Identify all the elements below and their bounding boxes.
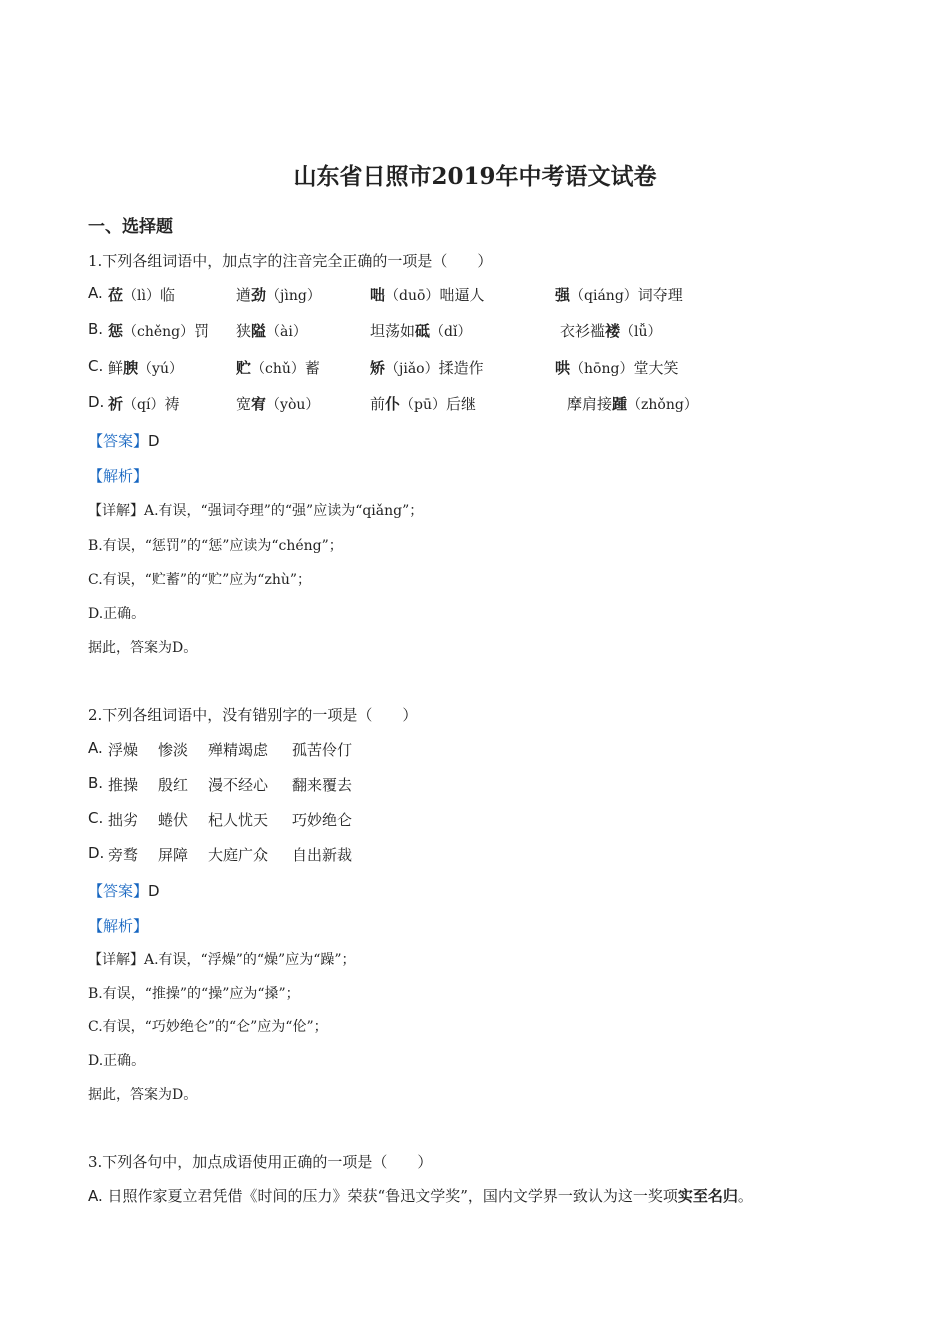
q1-option-word bbox=[236, 357, 320, 378]
q2-option-label: D. bbox=[88, 844, 105, 862]
word-part-pre: 坦荡如 bbox=[370, 322, 416, 340]
q2-conclusion: 据此，答案为D。 bbox=[88, 1087, 198, 1103]
word-part-post: 词夺理 bbox=[637, 286, 683, 304]
q1-detail-0 bbox=[88, 500, 423, 520]
option-end: 。 bbox=[737, 1187, 753, 1205]
word-part-post: 咄逼人 bbox=[439, 286, 485, 304]
detail-text: A.有误，“浮燥”的“燥”应为“躁”； bbox=[144, 952, 356, 968]
q1-option-word bbox=[555, 357, 678, 378]
word-part-b: 劲 bbox=[251, 286, 267, 304]
word-part-b: 宥 bbox=[251, 395, 267, 413]
q2-option-label: C. bbox=[88, 809, 104, 827]
word-part-post: 临 bbox=[159, 286, 175, 304]
word-part-b: 惩 bbox=[108, 322, 124, 340]
word-part-b: 哄 bbox=[555, 359, 571, 377]
word-part-b: 仆 bbox=[385, 395, 401, 413]
word-part-py: （yòu） bbox=[266, 397, 320, 413]
q1-option-word bbox=[108, 320, 209, 341]
q1-option-word bbox=[236, 393, 319, 414]
q1-answer bbox=[88, 430, 160, 451]
word-part-py: （chěng） bbox=[123, 324, 195, 340]
word-part-post: 罚 bbox=[194, 322, 210, 340]
q1-option-label: A. bbox=[88, 284, 103, 302]
q2-option-label: B. bbox=[88, 774, 104, 792]
word-part-pre: 狭 bbox=[236, 322, 252, 340]
word-part-b: 褛 bbox=[605, 322, 621, 340]
word-part-py: （yú） bbox=[138, 361, 183, 377]
word-part-py: （zhǒng） bbox=[627, 397, 698, 413]
option-text: 日照作家夏立君凭借《时间的压力》荣获“鲁迅文学奖”，国内文学界一致认为这一奖项 bbox=[107, 1187, 678, 1205]
q1-option-word bbox=[108, 284, 175, 305]
word-part-py: （ài） bbox=[266, 324, 307, 340]
option-label: A. bbox=[88, 1187, 103, 1205]
word-part-post: 后继 bbox=[446, 395, 477, 413]
word-part-b: 砥 bbox=[415, 322, 431, 340]
q1-option-label: B. bbox=[88, 320, 104, 338]
word-part-py: （lǚ） bbox=[620, 324, 662, 340]
q1-option-word bbox=[370, 320, 471, 341]
q1-option-label: C. bbox=[88, 357, 104, 375]
q1-option-word bbox=[236, 284, 321, 305]
answer-tag: 【答案】 bbox=[88, 882, 149, 900]
word-part-py: （dǐ） bbox=[430, 324, 472, 340]
q2-option-word: 漫不经心 bbox=[208, 776, 269, 794]
q2-option-label: A. bbox=[88, 739, 103, 757]
q2-analysis-tag: 【解析】 bbox=[88, 917, 149, 935]
word-part-b: 咄 bbox=[370, 286, 386, 304]
word-part-b: 贮 bbox=[236, 359, 252, 377]
q2-option-word: 拙劣 bbox=[108, 811, 139, 829]
option-idiom: 实至名归 bbox=[677, 1187, 738, 1205]
q1-option-word bbox=[560, 320, 662, 341]
word-part-b: 祈 bbox=[108, 395, 124, 413]
q2-option-word: 屏障 bbox=[158, 846, 189, 864]
q2-option-word: 旁骛 bbox=[108, 846, 139, 864]
q1-detail-3: D.正确。 bbox=[88, 606, 146, 622]
word-part-post: 堂大笑 bbox=[633, 359, 679, 377]
word-part-b: 矫 bbox=[370, 359, 386, 377]
detail-tag: 【详解】 bbox=[88, 952, 144, 968]
answer-value: D bbox=[148, 432, 160, 450]
word-part-py: （chǔ） bbox=[251, 361, 305, 377]
q2-detail-2: C.有误，“巧妙绝仑”的“仑”应为“伦”； bbox=[88, 1019, 328, 1035]
q1-detail-2: C.有误，“贮蓄”的“贮”应为“zhù”； bbox=[88, 572, 312, 588]
q1-option-word bbox=[370, 357, 484, 378]
q2-option-word: 浮燥 bbox=[108, 741, 139, 759]
q1-option-word bbox=[555, 284, 683, 305]
word-part-pre: 衣衫褴 bbox=[560, 322, 606, 340]
word-part-py: （qiáng） bbox=[570, 288, 638, 304]
word-part-pre: 宽 bbox=[236, 395, 252, 413]
q2-option-word: 殷红 bbox=[158, 776, 189, 794]
q2-detail-1: B.有误，“推操”的“操”应为“搡”； bbox=[88, 986, 300, 1002]
word-part-py: （hōng） bbox=[570, 361, 634, 377]
q1-option-word bbox=[108, 393, 179, 414]
q1-option-word bbox=[108, 357, 183, 378]
q1-option-word bbox=[236, 320, 307, 341]
q3-stem: 3.下列各句中，加点成语使用正确的一项是（ ） bbox=[88, 1153, 433, 1171]
q3-option-a bbox=[88, 1185, 753, 1206]
page-title: 山东省日照市2019年中考语文试卷 bbox=[293, 163, 657, 190]
q2-detail-0 bbox=[88, 949, 356, 969]
word-part-py: （jìng） bbox=[266, 288, 321, 304]
word-part-pre: 鲜 bbox=[108, 359, 124, 377]
q1-stem: 1.下列各组词语中，加点字的注音完全正确的一项是（ ） bbox=[88, 252, 493, 270]
word-part-py: （duō） bbox=[385, 288, 440, 304]
word-part-post: 祷 bbox=[164, 395, 180, 413]
word-part-post: 揉造作 bbox=[438, 359, 484, 377]
word-part-b: 强 bbox=[555, 286, 571, 304]
section-heading: 一、选择题 bbox=[88, 217, 173, 237]
word-part-pre: 前 bbox=[370, 395, 386, 413]
q2-stem: 2.下列各组词语中，没有错别字的一项是（ ） bbox=[88, 706, 418, 724]
q2-option-word: 大庭广众 bbox=[208, 846, 269, 864]
q2-option-word: 蜷伏 bbox=[158, 811, 189, 829]
q1-option-word bbox=[370, 393, 476, 414]
word-part-pre: 摩肩接 bbox=[567, 395, 613, 413]
answer-tag: 【答案】 bbox=[88, 432, 149, 450]
q1-conclusion: 据此，答案为D。 bbox=[88, 640, 198, 656]
word-part-py: （qí） bbox=[123, 397, 165, 413]
word-part-b: 腴 bbox=[123, 359, 139, 377]
word-part-b: 莅 bbox=[108, 286, 124, 304]
q2-option-word: 翻来覆去 bbox=[292, 776, 353, 794]
q2-option-word: 孤苦伶仃 bbox=[292, 741, 353, 759]
q2-option-word: 殚精竭虑 bbox=[208, 741, 269, 759]
answer-value: D bbox=[148, 882, 160, 900]
q2-option-word: 惨淡 bbox=[158, 741, 189, 759]
word-part-post: 蓄 bbox=[304, 359, 320, 377]
detail-text: A.有误，“强词夺理”的“强”应读为“qiǎng”； bbox=[144, 503, 424, 519]
q2-option-word: 杞人忧天 bbox=[208, 811, 269, 829]
detail-tag: 【详解】 bbox=[88, 503, 144, 519]
q1-detail-1: B.有误，“惩罚”的“惩”应读为“chéng”； bbox=[88, 538, 343, 554]
word-part-py: （jiǎo） bbox=[385, 361, 439, 377]
word-part-py: （pū） bbox=[400, 397, 447, 413]
q2-option-word: 推操 bbox=[108, 776, 139, 794]
q2-detail-3: D.正确。 bbox=[88, 1053, 146, 1069]
q1-analysis-tag: 【解析】 bbox=[88, 467, 149, 485]
word-part-py: （lì） bbox=[123, 288, 160, 304]
q2-option-word: 自出新裁 bbox=[292, 846, 353, 864]
q2-option-word: 巧妙绝仑 bbox=[292, 811, 353, 829]
q1-option-word bbox=[567, 393, 698, 414]
word-part-b: 踵 bbox=[612, 395, 628, 413]
word-part-b: 隘 bbox=[251, 322, 267, 340]
q2-answer bbox=[88, 880, 160, 901]
word-part-pre: 遒 bbox=[236, 286, 252, 304]
q1-option-word bbox=[370, 284, 484, 305]
q1-option-label: D. bbox=[88, 393, 105, 411]
